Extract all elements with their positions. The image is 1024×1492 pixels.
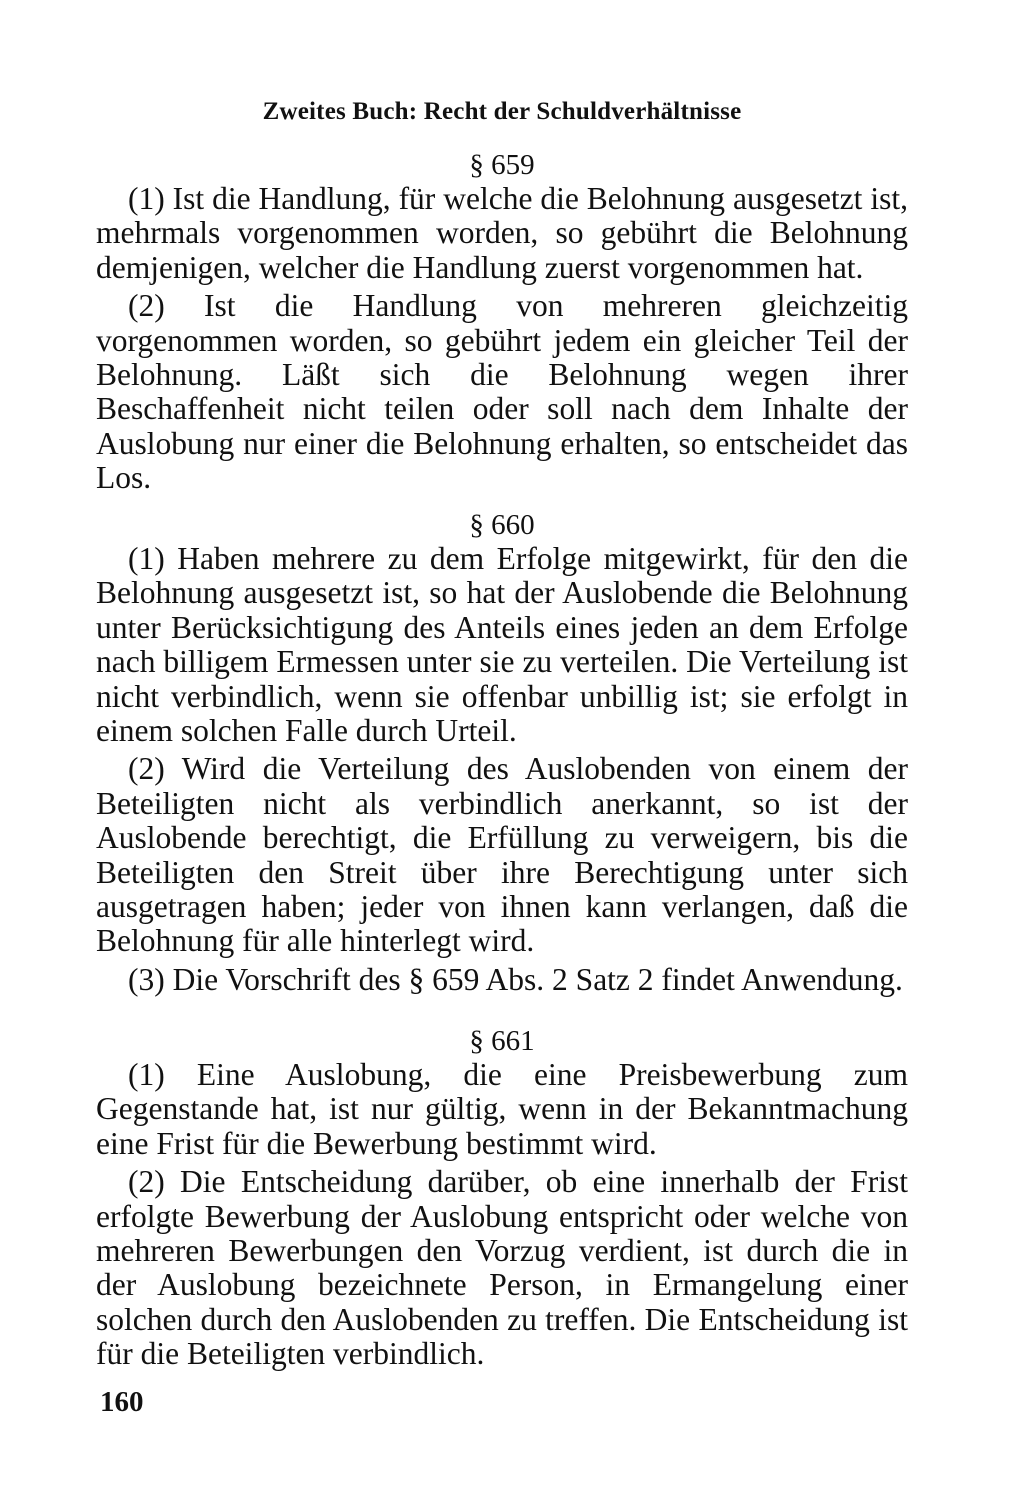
section-661 [96, 1024, 908, 1372]
section-heading: § 660 [469, 509, 535, 541]
paragraph: (1) Eine Auslobung, die eine Preisbewerbung zum Gegenstande hat, ist nur gültig, wenn in der Bekanntmachung eine Frist für die Bewerbung bestimmt wird. [96, 1057, 908, 1161]
paragraph: (1) Haben mehrere zu dem Erfolge mitgewirkt, für den die Belohnung ausgesetzt ist, so hat der Auslobende die Belohnung unter Berücksichtigung des Anteils eines jeden an dem Erfolge nach billigem Ermessen unter sie zu verteilen. Die Verteilung ist nicht verbindlich, wenn sie offenbar unbillig ist; sie erfolgt in einem solchen Falle durch Urteil. [96, 541, 908, 749]
section-660 [96, 508, 908, 997]
section-heading: § 661 [469, 1025, 535, 1057]
page-number: 160 [100, 1386, 144, 1418]
book-page [96, 0, 908, 1492]
running-head: Zweites Buch: Recht der Schuldverhältnisse [262, 98, 742, 125]
section-heading: § 659 [469, 149, 535, 181]
paragraph: (1) Ist die Handlung, für welche die Belohnung ausgesetzt ist, mehrmals vorgenommen worden, so gebührt die Belohnung demjenigen, welcher die Handlung zuerst vorgenommen hat. [96, 181, 908, 285]
paragraph: (2) Die Entscheidung darüber, ob eine innerhalb der Frist erfolgte Bewerbung der Auslobung entspricht oder welche von mehreren Bewerbungen den Vorzug verdient, ist durch die in der Auslobung bezeichnete Person, in Ermangelung einer solchen durch den Auslobenden zu treffen. Die Entscheidung ist für die Beteiligten verbindlich. [96, 1164, 908, 1372]
paragraph: (3) Die Vorschrift des § 659 Abs. 2 Satz 2 findet Anwendung. [128, 961, 903, 997]
paragraph: (2) Wird die Verteilung des Auslobenden von einem der Beteiligten nicht als verbindlich anerkannt, so ist der Auslobende berechtigt, die Erfüllung zu verweigern, bis die Beteiligten den Streit über ihre Berechtigung unter sich ausgetragen haben; jeder von ihnen kann verlangen, daß die Belohnung für alle hinterlegt wird. [96, 751, 908, 959]
section-659 [96, 148, 908, 496]
paragraph: (2) Ist die Handlung von mehreren gleichzeitig vorgenommen worden, so gebührt jedem ein gleicher Teil der Belohnung. Läßt sich die Belohnung wegen ihrer Beschaffenheit nicht teilen oder soll nach dem Inhalte der Auslobung nur einer die Belohnung erhalten, so entscheidet das Los. [96, 288, 908, 496]
